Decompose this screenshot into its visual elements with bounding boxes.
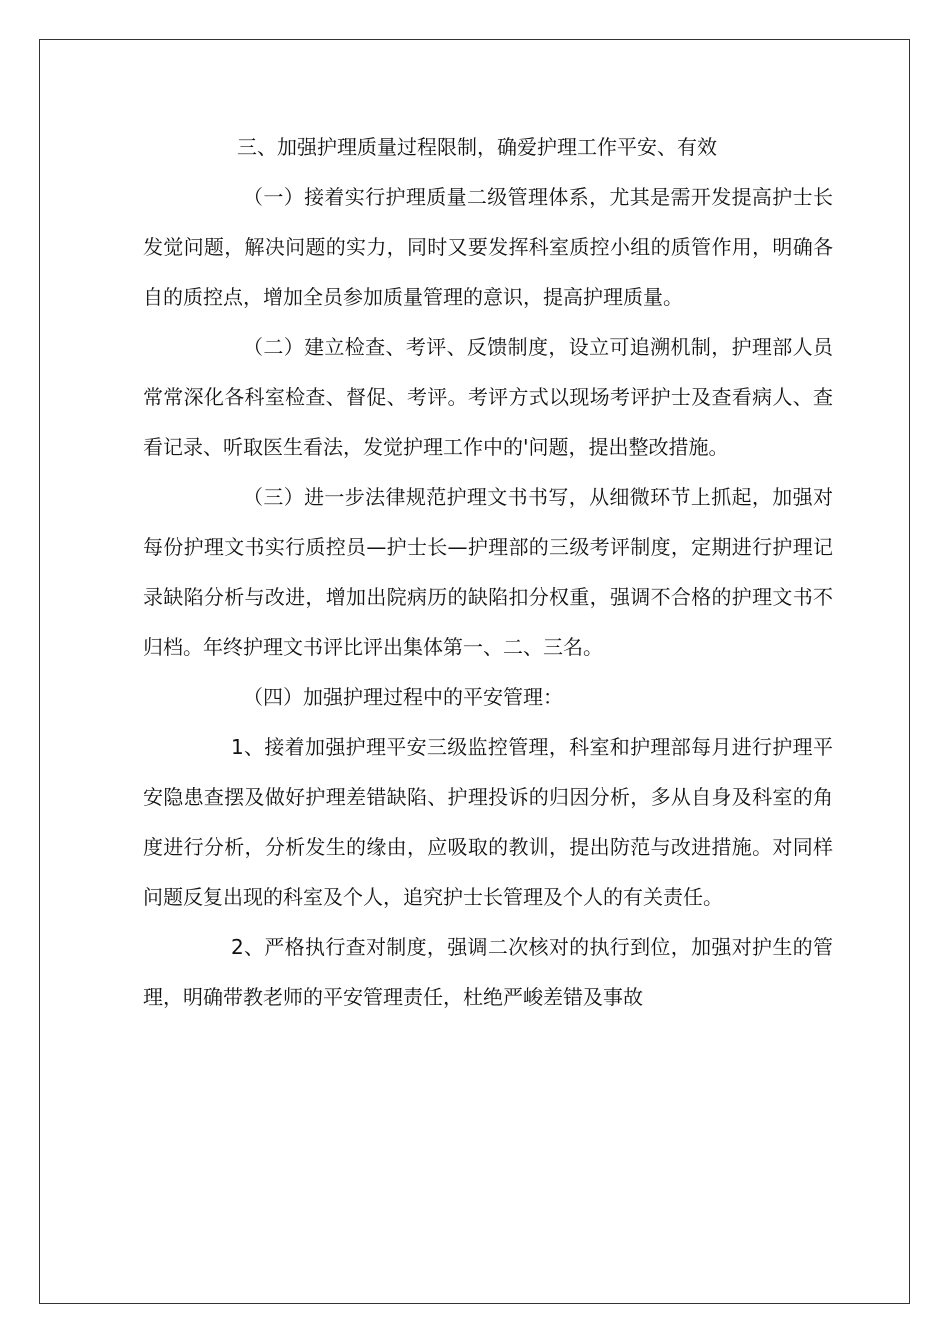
paragraph-3: （三）进一步法律规范护理文书书写，从细微环节上抓起，加强对每份护理文书实行质控员—护士长—护理部的三级考评制度，定期进行护理记录缺陷分析与改进，增加出院病历的缺陷扣分权重，强调不合格的护理文书不归档。年终护理文书评比评出集体第一、二、三名。 [143, 485, 833, 659]
paragraph-6: 2、严格执行查对制度，强调二次核对的执行到位，加强对护生的管理，明确带教老师的平安管理责任，杜绝严峻差错及事故 [143, 935, 833, 1009]
document-body [143, 122, 833, 1022]
paragraph-1: （一）接着实行护理质量二级管理体系，尤其是需开发提高护士长发觉问题，解决问题的实力，同时又要发挥科室质控小组的质管作用，明确各自的质控点，增加全员参加质量管理的意识，提高护理质量。 [143, 185, 833, 309]
paragraph-4: （四）加强护理过程中的平安管理： [243, 685, 563, 709]
section-heading: 三、加强护理质量过程限制，确爱护理工作平安、有效 [237, 135, 717, 159]
paragraph-5: 1、接着加强护理平安三级监控管理，科室和护理部每月进行护理平安隐患查摆及做好护理差错缺陷、护理投诉的归因分析，多从自身及科室的角度进行分析，分析发生的缘由，应吸取的教训，提出防范与改进措施。对同样问题反复出现的科室及个人，追究护士长管理及个人的有关责任。 [143, 735, 833, 909]
paragraph-2: （二）建立检查、考评、反馈制度，设立可追溯机制，护理部人员常常深化各科室检查、督促、考评。考评方式以现场考评护士及查看病人、查看记录、听取医生看法，发觉护理工作中的'问题，提出整改措施。 [143, 335, 833, 459]
